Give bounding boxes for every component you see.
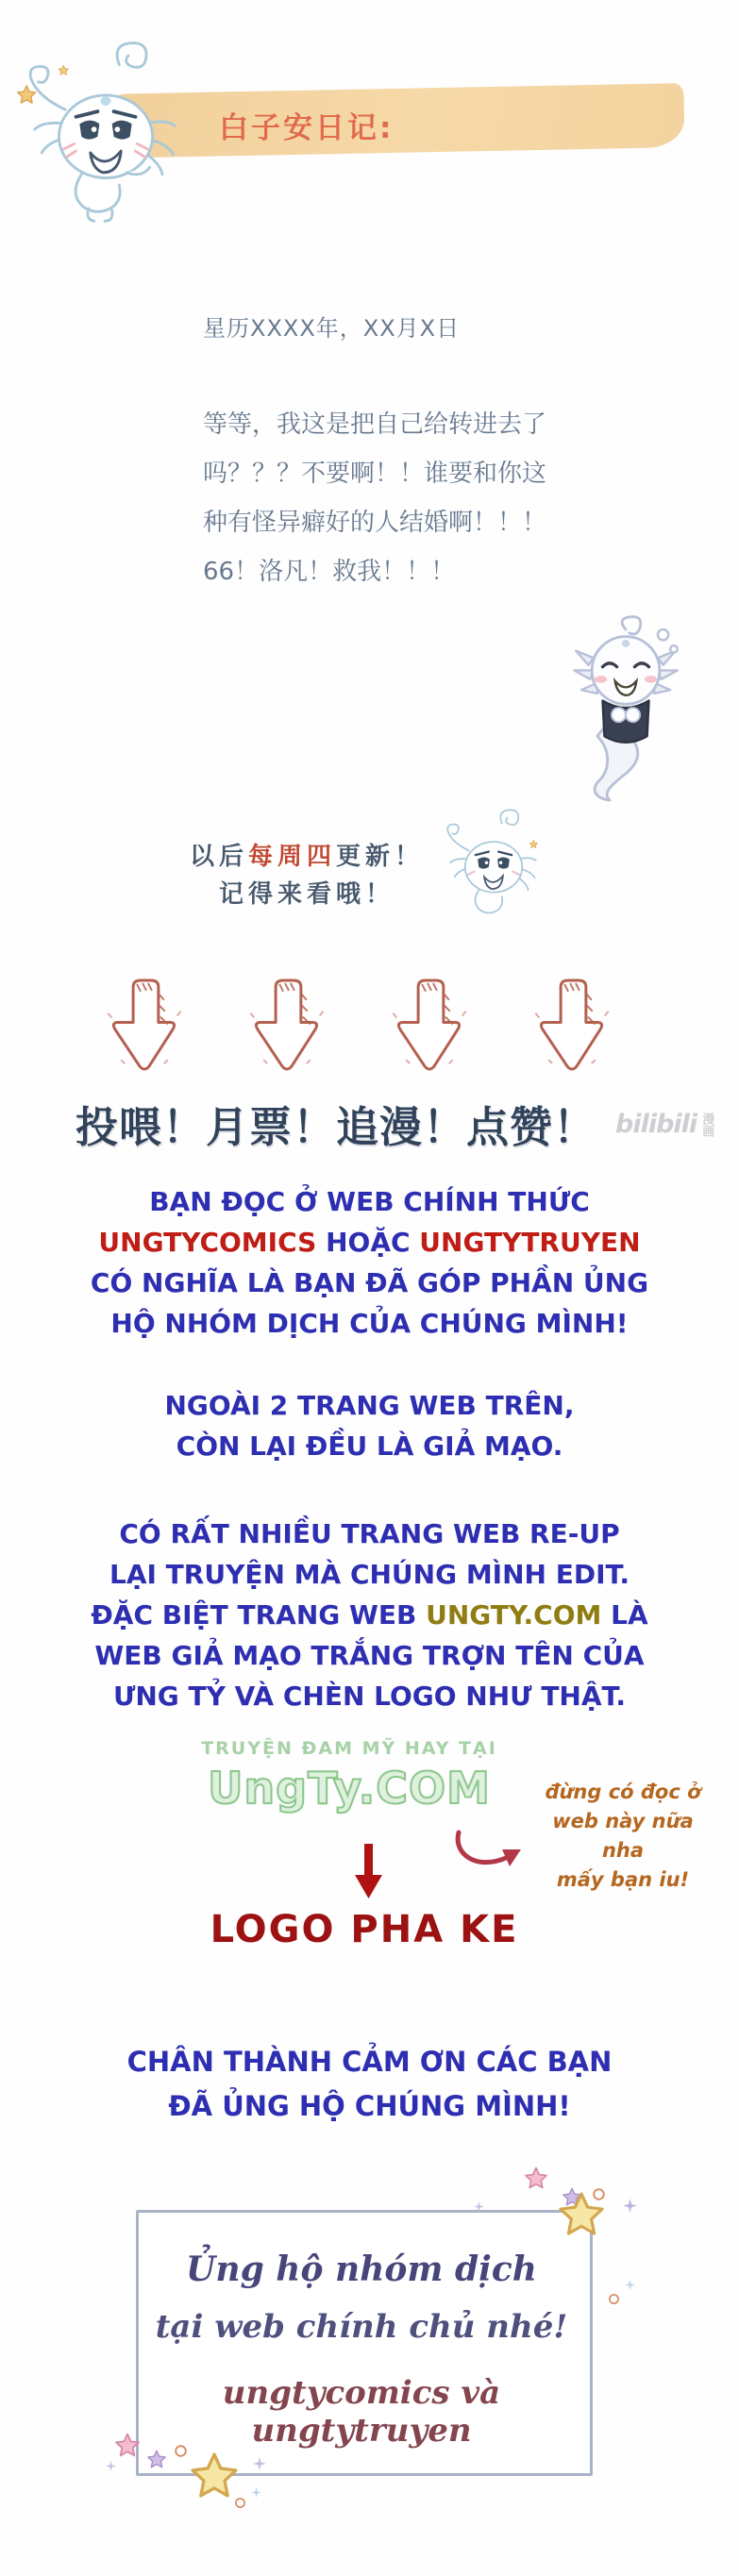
notice-line: BẠN ĐỌC Ở WEB CHÍNH THỨC	[149, 1186, 590, 1217]
bilibili-watermark-suffix: 漫画	[699, 1112, 714, 1137]
fake-logo-tagline: TRUYỆN ĐAM MỸ HAY TẠI	[201, 1738, 497, 1759]
notice-post: LÀ	[601, 1599, 648, 1631]
sparkle-icon-purple	[253, 2457, 266, 2470]
star-icon-yellow	[191, 2451, 238, 2499]
diary-paragraph	[203, 400, 599, 596]
notice-line: HỘ NHÓM DỊCH CỦA CHÚNG MÌNH!	[110, 1308, 629, 1339]
ring-icon-orange	[234, 2497, 246, 2509]
site-name-red: UNGTYCOMICS	[98, 1227, 317, 1258]
star-icon-pink	[115, 2433, 140, 2457]
support-line-1: Ủng hộ nhóm dịch	[186, 2250, 537, 2289]
fake-logo-site: UngTy.COM	[208, 1763, 491, 1814]
diary-line: 等等，我这是把自己给转进去了	[203, 410, 547, 439]
update-note	[151, 838, 462, 913]
thanks-line-2: ĐÃ ỦNG HỘ CHÚNG MÌNH!	[168, 2090, 571, 2122]
notice-line	[0, 1222, 739, 1263]
page-title: 白子安日记:	[219, 111, 395, 145]
diary-line: 吗？？？不要啊！！谁要和你这	[203, 460, 547, 488]
sparkle-icon-purple	[474, 2201, 484, 2212]
diary-line: 66！洛凡！救我！！！	[203, 558, 456, 586]
notice-reup-webs	[0, 1514, 739, 1716]
star-icon-yellow	[559, 2191, 604, 2236]
notice-line: LẠI TRUYỆN MÀ CHÚNG MÌNH EDIT.	[109, 1559, 630, 1590]
axolotl-mascot-icon	[11, 38, 200, 226]
date-line: 星历XXXX年，XX月X日	[203, 315, 461, 342]
curved-arrow-icon	[451, 1827, 529, 1876]
sparkle-icon-blue	[251, 2487, 261, 2498]
notice-fake-webs	[0, 1385, 739, 1466]
notice-line: CÒN LẠI ĐỀU LÀ GIẢ MẠO.	[176, 1430, 563, 1462]
warning-bubble	[538, 1778, 708, 1895]
notice-pre: ĐẶC BIỆT TRANG WEB	[91, 1599, 427, 1631]
down-arrow-icon	[101, 978, 188, 1076]
fake-logo-label: LOGO PHA KE	[210, 1908, 519, 1951]
mermaid-mascot-icon	[563, 613, 688, 804]
sparkle-icon-purple	[623, 2199, 637, 2213]
ring-icon-orange	[174, 2444, 188, 2458]
star-icon-purple	[147, 2450, 166, 2468]
thanks-note	[0, 2040, 739, 2129]
down-arrow-icon	[529, 978, 615, 1076]
notice-line	[0, 1595, 739, 1635]
bilibili-watermark-brand: bilibili	[615, 1110, 697, 1139]
down-arrow-icon	[244, 978, 330, 1076]
support-line-2: tại web chính chủ nhé!	[155, 2308, 568, 2346]
notice-mid: HOẶC	[316, 1227, 420, 1258]
update-line-2: 记得来看哦！	[218, 880, 395, 909]
support-line-3: ungtycomics và ungtytruyen	[222, 2374, 501, 2450]
update-highlight: 每周四	[247, 843, 336, 871]
notice-official-webs	[0, 1181, 739, 1344]
warning-bubble-line: đừng có đọc ở	[545, 1781, 701, 1803]
notice-line: NGOÀI 2 TRANG WEB TRÊN,	[164, 1390, 575, 1421]
update-line-1	[151, 838, 462, 876]
star-icon-pink	[525, 2166, 547, 2189]
sparkle-icon-purple	[106, 2461, 116, 2471]
diary-line: 种有怪异癖好的人结婚啊！！！	[203, 509, 547, 537]
cta-line: 投喂！月票！追漫！点赞！	[76, 1102, 597, 1152]
notice-line: CÓ NGHĨA LÀ BẠN ĐÃ GÓP PHẦN ỦNG	[90, 1267, 649, 1298]
warning-bubble-line: web này nữa nha	[552, 1810, 694, 1862]
notice-line: CÓ RẤT NHIỀU TRANG WEB RE-UP	[119, 1518, 620, 1549]
red-down-arrow-icon	[351, 1844, 385, 1900]
down-arrow-icon	[386, 978, 473, 1076]
warning-bubble-line: mấy bạn iu!	[556, 1868, 690, 1891]
update-suffix: 更新！	[336, 843, 425, 871]
ring-icon-orange	[608, 2293, 620, 2305]
axolotl-mascot-small-icon	[436, 793, 551, 936]
notice-line: WEB GIẢ MẠO TRẮNG TRỢN TÊN CỦA	[94, 1640, 645, 1671]
update-prefix: 以后	[189, 843, 248, 871]
site-name-red: UNGTYTRUYEN	[419, 1227, 641, 1258]
fake-site-name: UNGTY.COM	[426, 1599, 602, 1631]
sparkle-icon-blue	[625, 2280, 635, 2290]
thanks-line-1: CHÂN THÀNH CẢM ƠN CÁC BẠN	[126, 2046, 613, 2078]
notice-line: ƯNG TỶ VÀ CHÈN LOGO NHƯ THẬT.	[112, 1681, 627, 1712]
